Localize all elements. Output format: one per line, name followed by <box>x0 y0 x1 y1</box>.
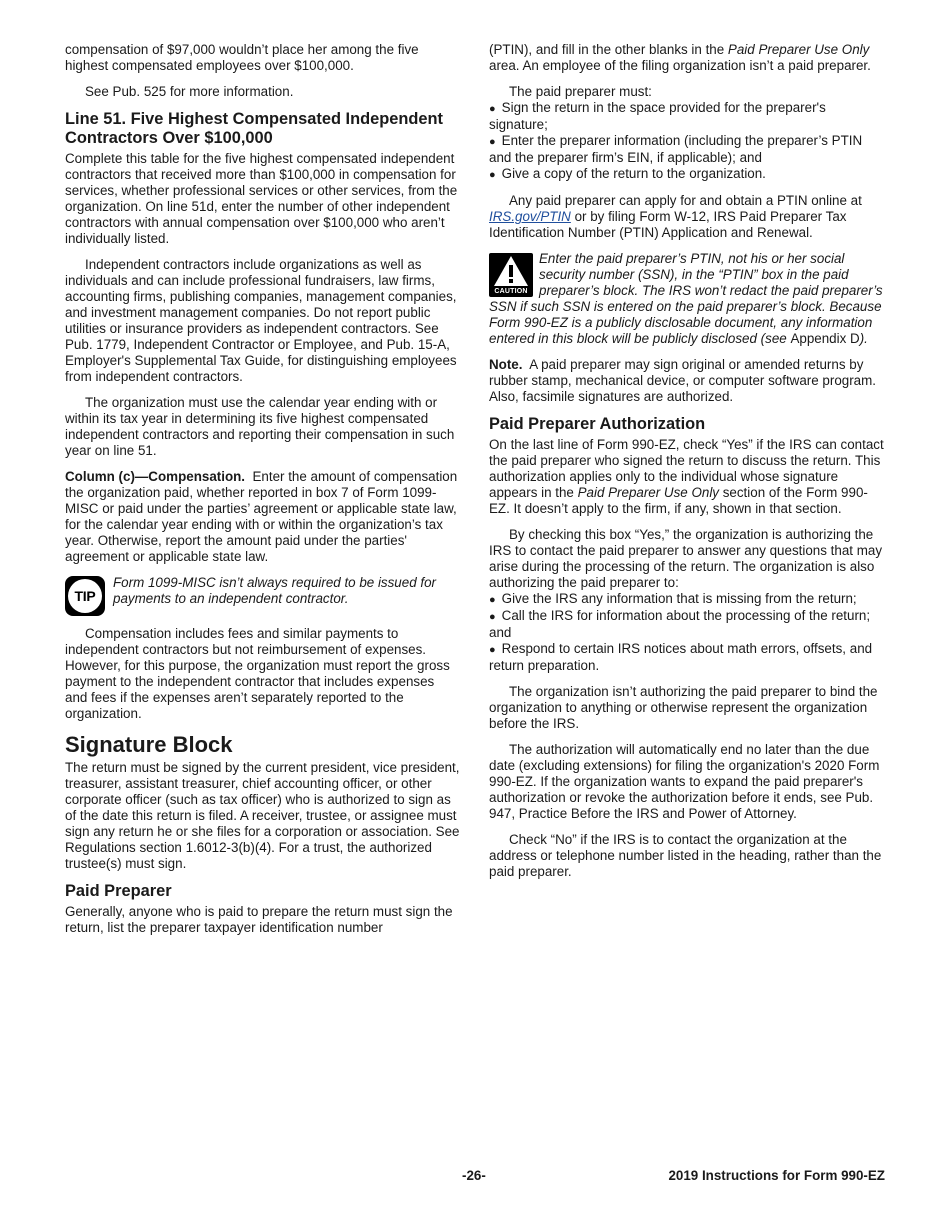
paragraph: The organization isn’t authorizing the paid preparer to bind the organization to anything or otherwise represent the organization before the IRS. <box>489 684 878 731</box>
list-item: ● Give the IRS any information that is missing from the return; <box>489 591 857 606</box>
irs-ptin-link[interactable]: IRS.gov/PTIN <box>489 209 571 224</box>
paragraph: By checking this box “Yes,” the organization is authorizing the IRS to contact the paid preparer to answer any questions that may arise during the processing of the return. The organization is also authorizing the paid preparer to: <box>489 527 883 590</box>
bullet-list <box>489 591 886 674</box>
left-column <box>65 42 460 946</box>
paragraph: The authorization will automatically end no later than the due date (excluding extensions) for filing the organization's 2020 Form 990-EZ. If the organization wants to expand the paid preparer's authorization or revoke the authorization before it ends, see Pub. 947, Practice Before the IRS and Power of Attorney. <box>489 742 880 821</box>
paragraph: Generally, anyone who is paid to prepare the return must sign the return, list the preparer taxpayer identification number <box>65 904 453 935</box>
list-item: ● Respond to certain IRS notices about math errors, offsets, and return preparation. <box>489 641 873 673</box>
tip-block <box>65 575 460 616</box>
tip-icon: TIP <box>65 576 105 616</box>
column-c-paragraph <box>65 469 460 565</box>
section-heading-line-51: Line 51. Five Highest Compensated Independent Contractors Over $100,000 <box>65 110 443 147</box>
paragraph: Independent contractors include organizations as well as individuals and can include professional fundraisers, law firms, accounting firms, publishing companies, management companies, and investment management companies. Do not report public utilities or insurance providers as independent contractors. See Pub. 1779, Independent Contractor or Employee, and Pub. 15-A, Employer's Supplemental Tax Guide, for distinguishing employees from independent contractors. <box>65 257 457 384</box>
paragraph: Compensation includes fees and similar payments to independent contractors but not reimbursement of expenses. However, for this purpose, the organization must report the gross payment to the independent contractor that includes expenses and fees if the expenses aren’t separately reported to the organization. <box>65 626 450 721</box>
paragraph: The return must be signed by the current president, vice president, treasurer, assistant treasurer, chief accounting officer, or other corporate officer (such as tax officer) who is authorized to sign as of the date this return is filed. A receiver, trustee, or assignee must sign any return he or she files for a corporation or association. See Regulations section 1.6012-3(b)(4). For a trust, the authorized trustee(s) must sign. <box>65 760 460 871</box>
paragraph: On the last line of Form 990-EZ, check “Yes” if the IRS can contact the paid preparer who signed the return to discuss the return. This authorization applies only to the individual whose signature appears in the Paid Preparer Use Only section of the Form 990-EZ. It doesn’t apply to the firm, if any, shown in that section. <box>489 437 884 516</box>
paragraph: See Pub. 525 for more information. <box>85 84 294 99</box>
paragraph: Any paid preparer can apply for and obtain a PTIN online at IRS.gov/PTIN or by filing Form W-12, IRS Paid Preparer Tax Identification Number (PTIN) Application and Renewal. <box>489 193 862 240</box>
column-c-text: Enter the amount of compensation the organization paid, whether reported in box 7 of Form 1099-MISC or paid under the parties’ agreement or applicable state law, for the calendar year ending with or within the organization’s tax year. Otherwise, report the amount paid under the parties' agreement or applicable state law. <box>65 469 458 564</box>
paragraph: The paid preparer must: <box>509 84 652 99</box>
section-heading-paid-preparer-authorization: Paid Preparer Authorization <box>489 415 706 433</box>
list-item: ● Call the IRS for information about the processing of the return; and <box>489 608 871 640</box>
section-heading-signature-block: Signature Block <box>65 732 233 757</box>
right-column <box>489 42 886 890</box>
tip-text: Form 1099-MISC isn’t always required to be issued for payments to an independent contractor. <box>113 575 436 606</box>
list-item: ● Enter the preparer information (including the preparer’s PTIN and the preparer firm’s EIN, if applicable); and <box>489 133 863 165</box>
page-number: -26- <box>462 1168 486 1183</box>
column-c-label: Column (c)—Compensation. <box>65 469 246 484</box>
note-paragraph: Note. A paid preparer may sign original or amended returns by rubber stamp, mechanical device, or computer software program. Also, facsimile signatures are authorized. <box>489 357 877 404</box>
paragraph: Check “No” if the IRS is to contact the organization at the address or telephone number listed in the heading, rather than the paid preparer. <box>489 832 882 879</box>
paragraph: compensation of $97,000 wouldn’t place her among the five highest compensated employees over $100,000. <box>65 42 419 73</box>
section-heading-paid-preparer: Paid Preparer <box>65 882 172 900</box>
caution-icon: CAUTION <box>489 253 533 297</box>
paragraph: The organization must use the calendar year ending with or within its tax year in determining its five highest compensated independent contractors and reporting their compensation in such year on line 51. <box>65 395 455 458</box>
paragraph: Complete this table for the five highest compensated independent contractors that received more than $100,000 in compensation for services, whether professional services or other services, from the organization. On line 51d, enter the number of other independent contractors with annual compensation over $100,000 who aren’t individually listed. <box>65 151 458 246</box>
note-label: Note. <box>489 357 523 372</box>
paragraph: (PTIN), and fill in the other blanks in the Paid Preparer Use Only area. An employee of the filing organization isn’t a paid preparer. <box>489 42 871 73</box>
list-item: ● Sign the return in the space provided for the preparer's signature; <box>489 100 826 132</box>
footer-form-title: 2019 Instructions for Form 990-EZ <box>668 1168 885 1183</box>
caution-block <box>489 251 886 347</box>
bullet-list <box>489 100 886 183</box>
caution-text: Enter the paid preparer’s PTIN, not his or her social security number (SSN), in the “PTIN” box in the paid preparer’s block. The IRS won’t redact the paid preparer’s SSN if such SSN is entered on the paid preparer’s block. Because Form 990-EZ is a publicly disclosable document, any information entered in this block will be publicly disclosed (see Appendix D). <box>489 251 883 346</box>
list-item: ● Give a copy of the return to the organization. <box>489 166 766 181</box>
